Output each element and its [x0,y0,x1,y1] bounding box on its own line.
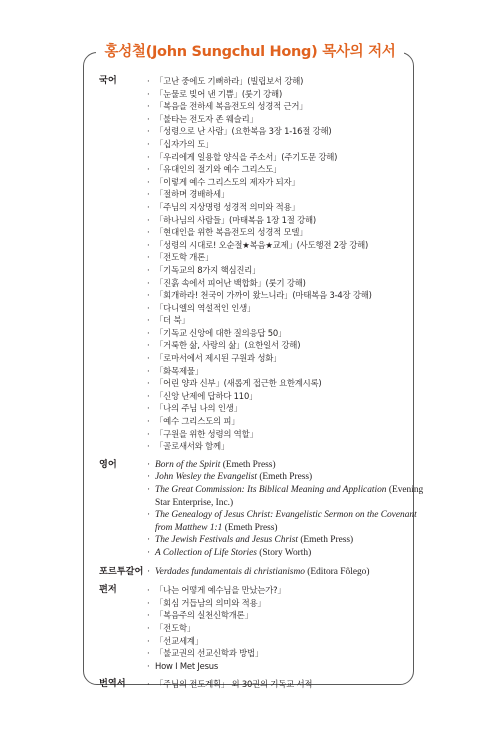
book-item: · 「주님의 전도계획」 외 30권의 기독교 서적 [146,678,429,691]
book-item: · 「우리에게 일용할 양식을 주소서」(주기도문 강해) [146,151,429,164]
book-item: · 「이렇게 예수 그리스도의 제자가 되자」 [146,176,429,189]
book-item: · 「진흙 속에서 피어난 백합화」(룻기 강해) [146,277,429,290]
book-item: · 「불교권의 선교신학과 방법」 [146,647,429,660]
book-title: The Great Commission: Its Biblical Meaning and Application [155,485,387,495]
book-item: · 「복음을 전하세 복음전도의 성경적 근거」 [146,100,429,113]
book-item: · 「기독교의 8가지 핵심진리」 [146,264,429,277]
book-list [146,75,429,453]
book-item: · 「나의 주님 나의 인생」 [146,402,429,415]
section-label: 포르투갈어 [99,565,144,577]
book-list [146,678,429,691]
book-publisher: (Story Worth) [256,547,312,558]
book-item: · 「주님의 지상명령 성경적 의미와 적용」 [146,201,429,214]
book-publisher: (Emeth Press) [220,459,276,470]
book-item: · 「절하며 경배하세」 [146,188,429,201]
book-item: · 「유대인의 절기와 예수 그리스도」 [146,163,429,176]
book-item [146,459,429,472]
book-item: · 「신앙 난제에 답하다 110」 [146,390,429,403]
book-item: · 「복음주의 실천신학개론」 [146,609,429,622]
book-item [146,534,429,547]
book-item: · 「다니엘의 역설적인 인생」 [146,302,429,315]
book-item: · 「고난 중에도 기뻐하라」(빌립보서 강해) [146,75,429,88]
book-item: · 「전도학」 [146,622,429,635]
book-title: The Genealogy of Jesus Christ: Evangelistic Sermon on the Covenant from Matthew 1:1 [155,510,417,533]
book-item: · 「로마서에서 제시된 구원과 성화」 [146,352,429,365]
book-publisher: (Emeth Press) [297,535,354,546]
book-item [146,484,429,509]
section-0 [99,75,429,453]
book-item: · 「회개하라! 천국이 가까이 왔느니라」(마태복음 3-4장 강해) [146,289,429,302]
book-item: · 「거룩한 삶, 사랑의 삶」(요한일서 강해) [146,339,429,352]
section-label: 국어 [99,75,117,86]
book-item: · 「십자가의 도」 [146,138,429,151]
book-publisher: (Editora Fôlego) [304,566,370,577]
book-item: · 「예수 그리스도의 피」 [146,415,429,428]
book-item: · 「구원을 위한 성령의 역할」 [146,428,429,441]
book-item: · 「전도학 개론」 [146,251,429,264]
book-list [146,459,429,560]
book-item [146,471,429,484]
bibliography-list [99,75,429,697]
book-item: · 「하나님의 사람들」(마태복음 1장 1절 강해) [146,214,429,227]
section-label: 영어 [99,458,117,470]
book-title: The Jewish Festivals and Jesus Christ [155,535,298,546]
book-title: A Collection of Life Stories [155,547,257,558]
book-item [146,566,429,579]
book-item: · 「선교세계」 [146,635,429,648]
book-item: · 「성령의 시대로! 오순절★복음★교제」(사도행전 2장 강해) [146,239,429,252]
book-title: John Wesley the Evangelist [155,472,257,483]
book-item: · 「기독교 신앙에 대한 질의응답 50」 [146,327,429,340]
book-title: Verdades fundamentais di christianismo [155,566,305,577]
book-title: Born of the Spirit [155,459,221,470]
book-item: · 「현대인을 위한 복음전도의 성경적 모델」 [146,226,429,239]
book-item [146,547,429,560]
page-title-wrap [0,40,500,61]
book-publisher: (Emeth Press) [222,522,278,533]
section-4 [99,678,429,691]
book-publisher: (Emeth Press) [256,472,313,483]
section-2 [99,566,429,579]
section-3 [99,584,429,672]
book-item: · 「회심 거듭남의 의미와 적용」 [146,597,429,610]
book-item: · 「불타는 전도자 존 웨슬리」 [146,113,429,126]
book-publisher: (Evening Star Enterprise, Inc.) [155,485,424,508]
book-item: · 「더 북」 [146,314,429,327]
book-item: · 「눈물로 빚어 낸 기쁨」(룻기 강해) [146,88,429,101]
section-label: 번역서 [99,678,126,690]
section-1 [99,459,429,560]
book-item [146,509,429,534]
book-item: · 「골로새서와 함께」 [146,440,429,453]
book-item: · 「화목제물」 [146,365,429,378]
book-item: · 「나는 어떻게 예수님을 만났는가?」 [146,584,429,597]
section-label: 편저 [99,584,117,596]
book-list [146,566,429,579]
page-title: 홍성철(John Sungchul Hong) 목사의 저서 [96,40,405,61]
book-list [146,584,429,672]
book-item: · How I Met Jesus [146,660,429,673]
book-item: · 「어린 양과 신부」(새롭게 접근한 요한계시록) [146,377,429,390]
book-item: · 「성령으로 난 사람」(요한복음 3장 1-16절 강해) [146,125,429,138]
